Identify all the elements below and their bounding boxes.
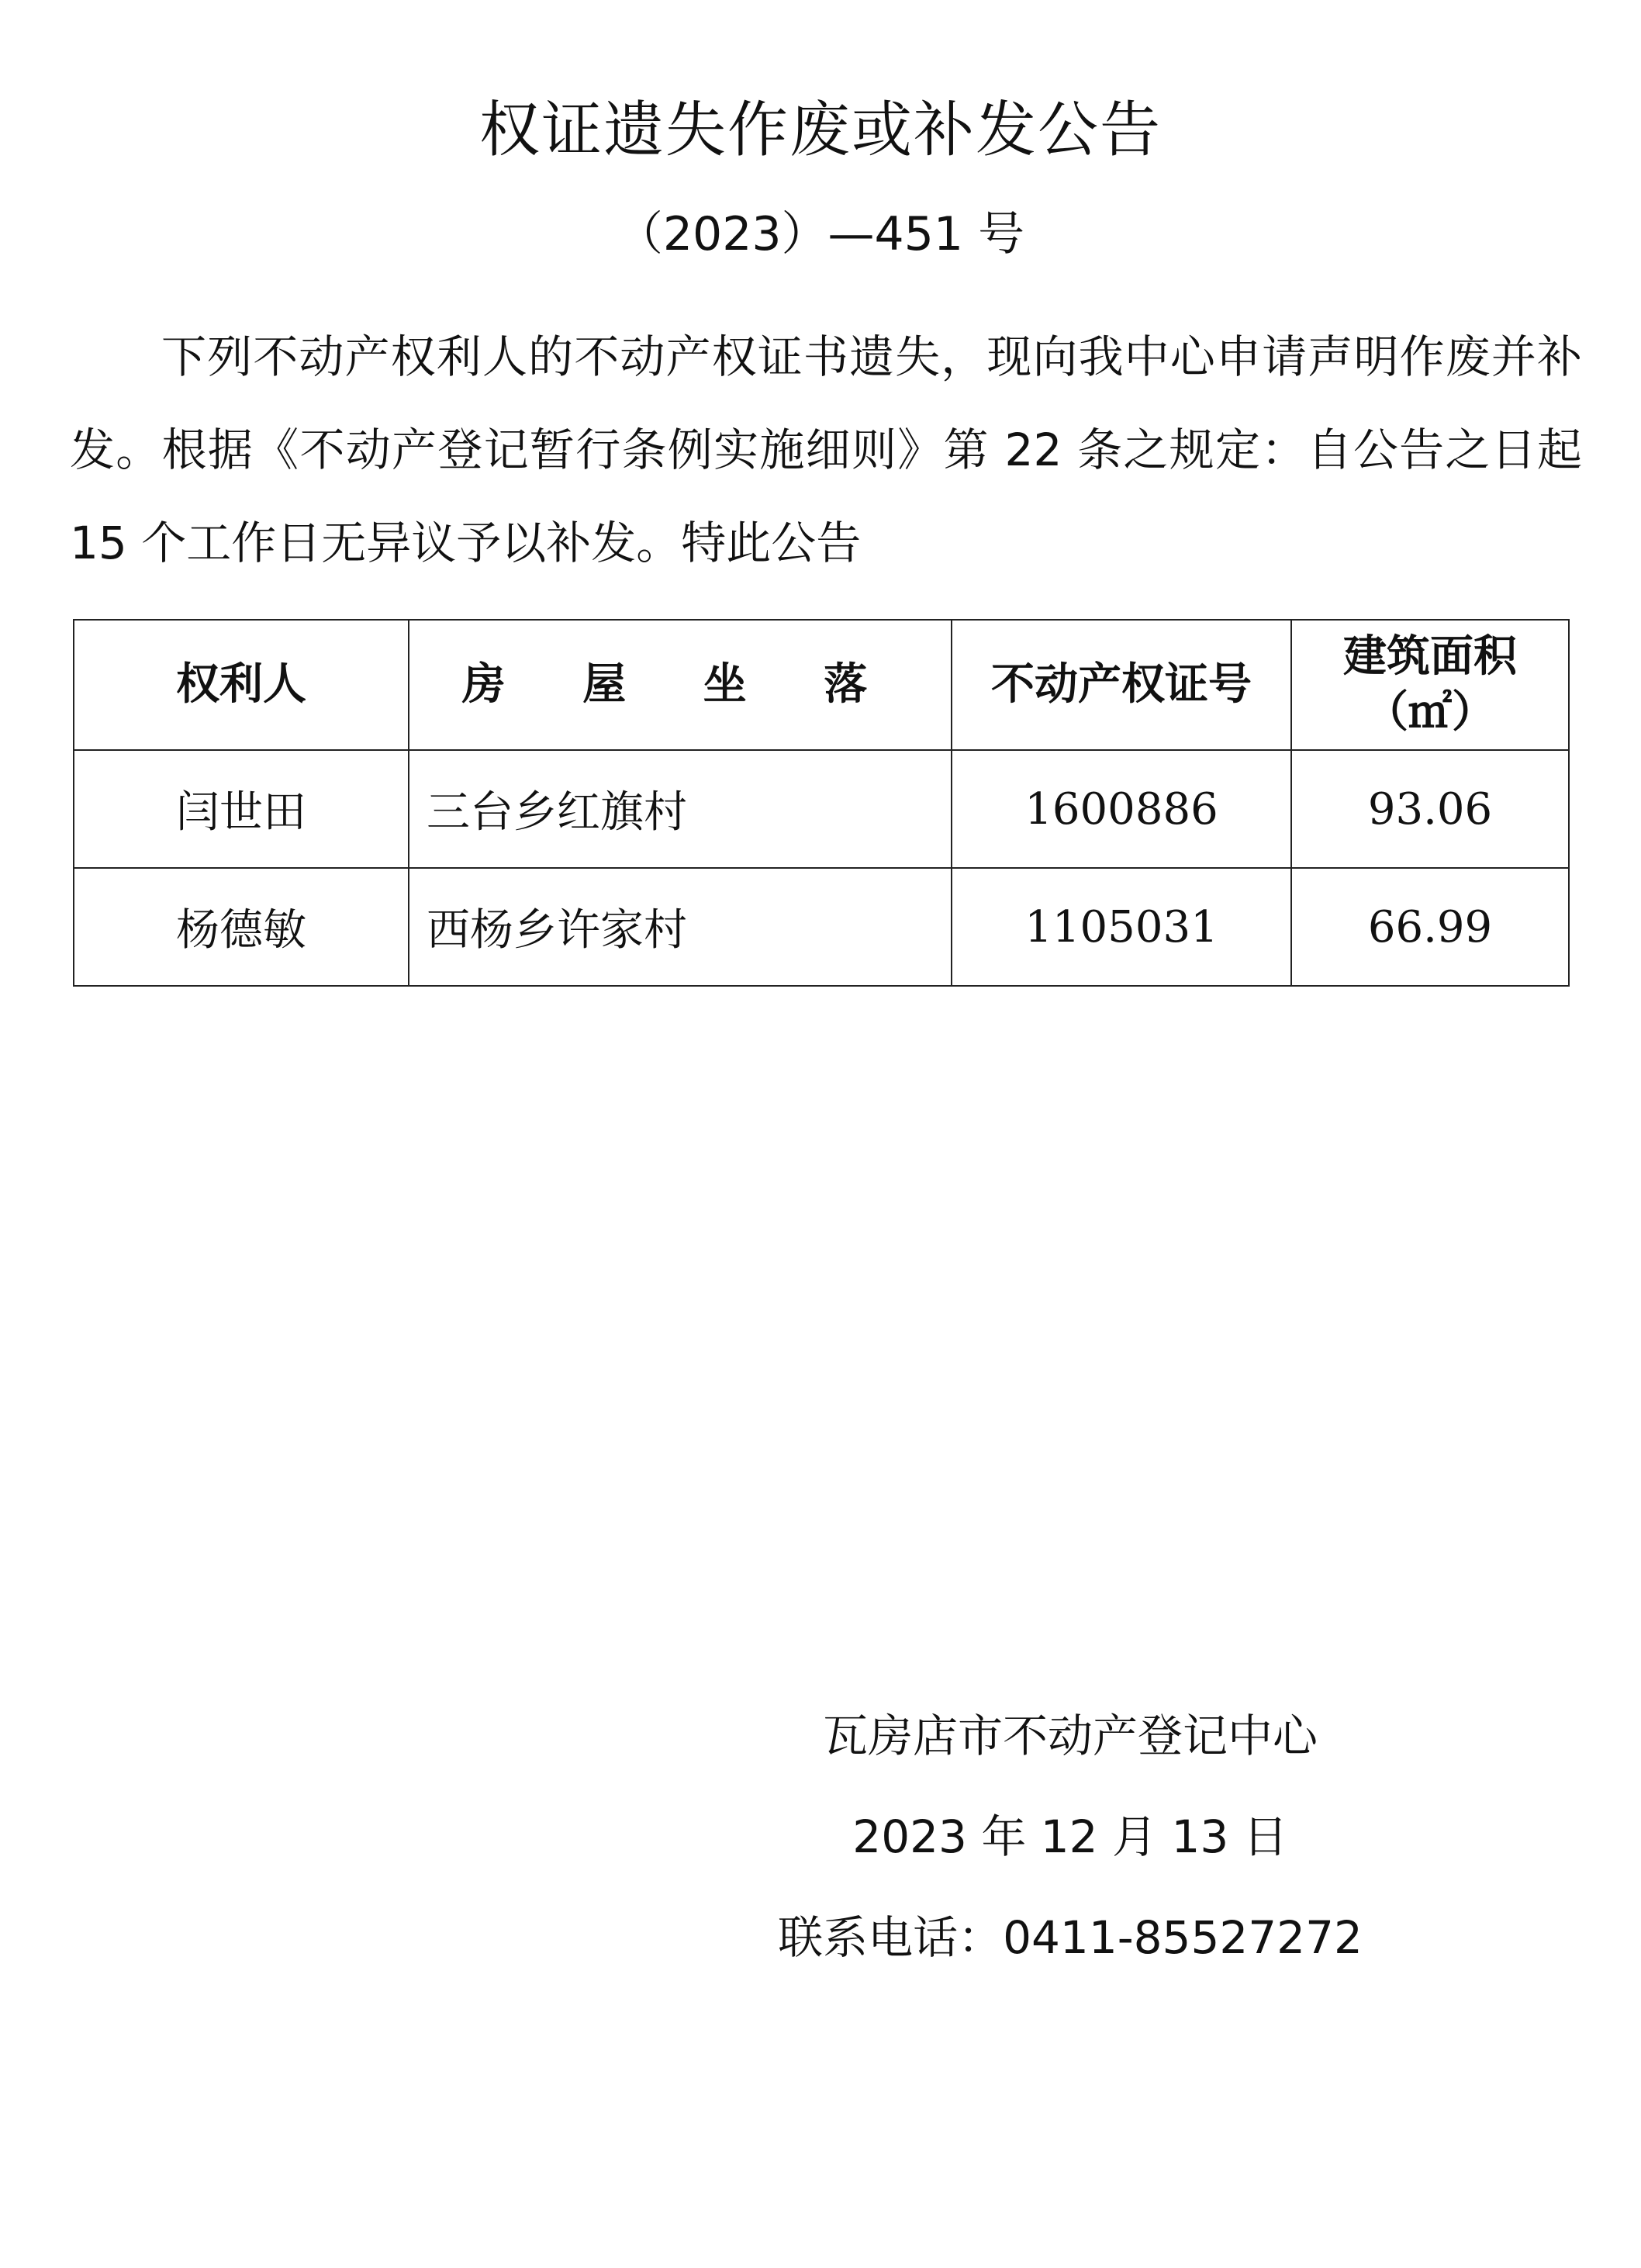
notice-body: 下列不动产权利人的不动产权证书遗失，现向我中心申请声明作废并补发。根据《不动产登记暂行条例实施细则》第 22 条之规定：自公告之日起 15 个工作日无异议予以补发。特此公告 xyxy=(70,330,1582,569)
header-holder: 权利人 xyxy=(74,620,409,750)
cell-location: 三台乡红旗村 xyxy=(409,750,952,868)
header-cert-no: 不动产权证号 xyxy=(952,620,1291,750)
table-row xyxy=(74,750,1569,868)
issuing-organization: 瓦房店市不动产登记中心 xyxy=(822,1710,1318,1762)
cell-cert-no: 1600886 xyxy=(952,750,1291,868)
contact-phone: 联系电话：0411-85527272 xyxy=(778,1911,1363,1964)
notice-number: （2023）—451 号 xyxy=(616,207,1025,261)
issue-date: 2023 年 12 月 13 日 xyxy=(852,1810,1288,1863)
records-table xyxy=(73,619,1570,987)
cell-holder: 杨德敏 xyxy=(74,868,409,986)
header-location: 房 屋 坐 落 xyxy=(409,620,952,750)
cell-location: 西杨乡许家村 xyxy=(409,868,952,986)
notice-title: 权证遗失作废或补发公告 xyxy=(478,95,1162,165)
cell-holder: 闫世田 xyxy=(74,750,409,868)
table-header-row xyxy=(74,620,1569,750)
table-row xyxy=(74,868,1569,986)
cell-area: 66.99 xyxy=(1291,868,1569,986)
cell-area: 93.06 xyxy=(1291,750,1569,868)
header-area: 建筑面积（㎡） xyxy=(1291,620,1569,750)
cell-cert-no: 1105031 xyxy=(952,868,1291,986)
